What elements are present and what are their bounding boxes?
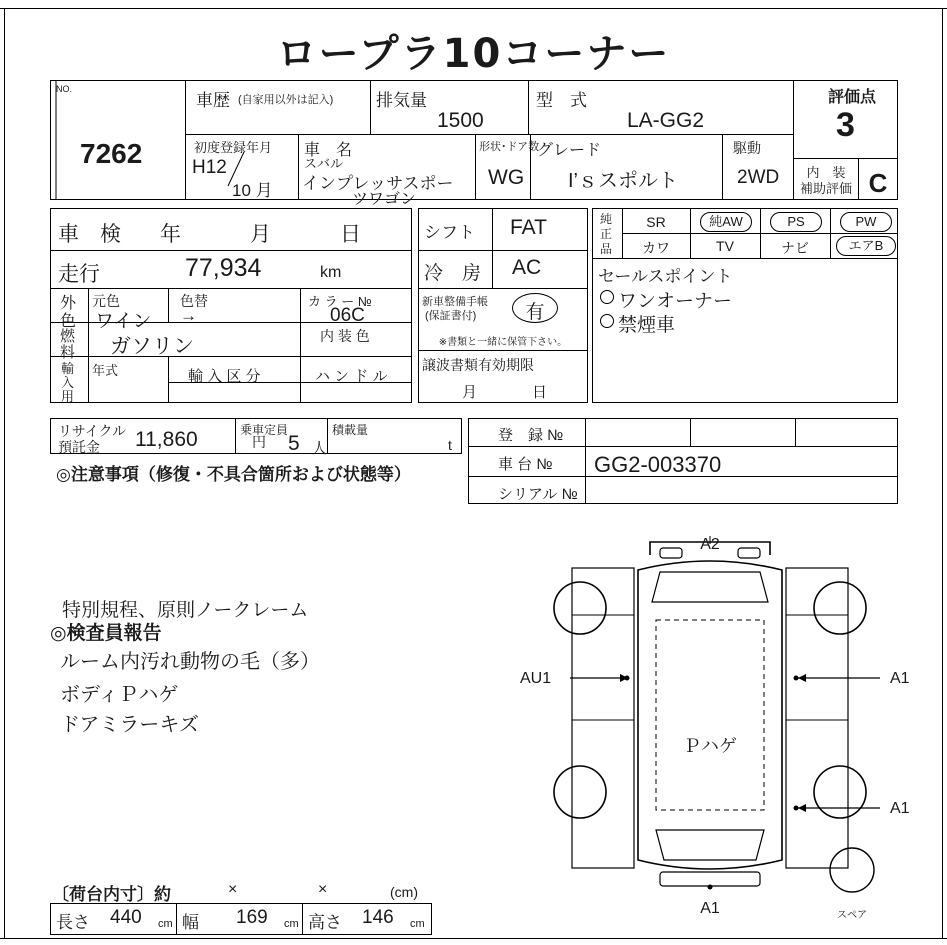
grade-label: グレード	[537, 142, 602, 159]
cargo-length-unit: cm	[158, 918, 173, 930]
import-label-1: 輸	[61, 361, 75, 376]
page-title: ロープラ10コーナー	[276, 31, 671, 77]
body-type-value: WG	[488, 166, 525, 189]
history-note: (自家用以外は記入)	[238, 94, 334, 106]
interior-label-2: 補助評価	[799, 181, 852, 196]
car-name-line1: インプレッサスポー	[302, 174, 454, 193]
sales-point-bullet-2	[600, 314, 614, 328]
equipment-kawa: カワ	[642, 240, 670, 256]
model-label: 型 式	[536, 91, 587, 110]
no-label: NO.	[56, 84, 73, 94]
shaken-month: 月	[250, 223, 271, 246]
cargo-length-value: 440	[110, 907, 142, 928]
mileage-label: 走行	[58, 263, 100, 286]
capacity-unit: 人	[312, 440, 328, 457]
ac-label: 冷 房	[424, 263, 482, 284]
remark-item-1: ルーム内汚れ動物の毛（多）	[60, 651, 320, 673]
interior-label-1: 内 装	[806, 165, 846, 180]
service-book-label-1: 新車整備手帳	[422, 296, 488, 308]
diagram-label-center: Ｐハゲ	[683, 736, 737, 756]
border-left	[4, 8, 5, 938]
sales-point-2: 禁煙車	[618, 315, 676, 336]
shift-label: シフト	[424, 223, 475, 242]
remark-item-2: ボディＰハゲ	[60, 684, 179, 706]
cargo-width-unit: cm	[284, 918, 299, 930]
shaken-day: 日	[340, 223, 361, 246]
fuel-label-2: 料	[60, 344, 76, 361]
first-reg-value: H12	[192, 157, 227, 178]
color-number-label: カ ラ ー №	[308, 294, 372, 309]
remark-line-2: ◎検査員報告	[50, 623, 162, 644]
import-class-label: 輸 入 区 分	[188, 368, 261, 385]
body-type-label: 形状･ドア数	[479, 141, 540, 153]
recycle-label-1: リサイクル	[58, 423, 127, 439]
original-color-label: 元色	[92, 293, 120, 309]
first-reg-slash	[185, 134, 298, 200]
cargo-height-unit: cm	[410, 918, 425, 930]
car-maker: スバル	[304, 156, 344, 171]
remark-line-1: 特別規程、原則ノークレーム	[62, 600, 309, 621]
diagram-label-right-lower: A1	[890, 800, 910, 817]
shaken-label: 車 検	[58, 223, 121, 246]
wave-expiry-month: 月	[462, 384, 478, 401]
sales-point-1: ワンオーナー	[618, 291, 733, 312]
car-damage-diagram	[510, 530, 910, 910]
diagram-label-right-upper: A1	[890, 670, 910, 687]
serial-no-label: シリアル №	[498, 486, 578, 503]
drive-value: 2WD	[737, 167, 780, 188]
chassis-no-value: GG2-003370	[594, 452, 722, 477]
model-value: LA-GG2	[627, 109, 705, 132]
import-label-4: 用	[61, 389, 75, 404]
wave-expiry-label: 譲波書類有効期限	[422, 357, 534, 373]
cargo-unit-label: (cm)	[390, 884, 418, 900]
genuine-label-2: 正	[600, 227, 613, 241]
grade-value: I’ｓスポルト	[568, 170, 678, 192]
color-change-value: →	[180, 306, 197, 325]
recycle-unit: 円	[252, 434, 266, 450]
cargo-length-label: 長さ	[56, 913, 90, 932]
year-label: 年式	[92, 363, 119, 378]
fuel-label-1: 燃	[60, 328, 76, 345]
diagram-label-top: A2	[700, 536, 720, 553]
cargo-height-value: 146	[362, 907, 394, 928]
equipment-pw: PW	[840, 212, 892, 232]
interior-color-label: 内 装 色	[320, 328, 370, 344]
equipment-sr: SR	[646, 214, 666, 230]
no-diagonal	[50, 80, 186, 200]
chassis-no-label: 車 台 №	[498, 456, 553, 473]
drive-label: 駆動	[733, 140, 761, 156]
capacity-label: 乗車定員	[240, 423, 289, 437]
wave-expiry-day: 日	[532, 384, 548, 401]
border-bottom	[0, 938, 947, 939]
exterior-color-label-1: 外	[60, 295, 77, 312]
sales-point-label: セールスポイント	[598, 267, 733, 286]
fuel-value: ガソリン	[110, 335, 194, 358]
recycle-value: 11,860	[135, 428, 198, 451]
sales-point-bullet-1	[600, 290, 614, 304]
rating-value: 3	[836, 106, 855, 144]
capacity-value: 5	[288, 432, 300, 455]
cargo-height-label: 高さ	[308, 913, 342, 932]
load-label: 積載量	[332, 423, 369, 437]
rating-label: 評価点	[828, 89, 877, 106]
original-color-value: ワイン	[95, 311, 152, 332]
displacement-value: 1500	[437, 109, 484, 132]
equipment-navi: ナビ	[781, 240, 809, 256]
genuine-label-1: 純	[600, 212, 613, 226]
cargo-x1: ×	[228, 881, 238, 898]
cargo-x2: ×	[318, 881, 328, 898]
handle-label: ハ ン ド ル	[315, 368, 388, 385]
border-top	[0, 8, 947, 9]
no-value: 7262	[80, 138, 143, 169]
service-book-note: ※書類と一緒に保管下さい。	[438, 337, 568, 348]
color-change-label: 色替	[180, 293, 208, 309]
recycle-label-2: 預託金	[58, 439, 100, 455]
cargo-title: 〔荷台内寸〕約	[52, 885, 171, 904]
mileage-unit: km	[320, 264, 342, 281]
ac-value: AC	[512, 256, 542, 279]
service-book-label-2: (保証書付)	[425, 310, 477, 322]
remark-item-3: ドアミラーキズ	[60, 714, 199, 736]
color-number-value: 06C	[330, 305, 365, 326]
load-unit: t	[448, 437, 452, 453]
exterior-color-label-2: 色	[60, 313, 77, 330]
equipment-airbag: エアB	[836, 236, 896, 256]
equipment-tv: TV	[716, 238, 734, 254]
service-book-value: 有	[525, 302, 545, 323]
mileage-value: 77,934	[185, 254, 262, 282]
displacement-label: 排気量	[376, 91, 427, 110]
interior-value: C	[868, 168, 888, 198]
genuine-label-3: 品	[600, 242, 613, 256]
import-label-2: 入	[61, 375, 75, 390]
cargo-width-label: 幅	[182, 913, 199, 932]
equipment-aw: 純AW	[700, 212, 752, 232]
diagram-label-bottom: A1	[700, 900, 720, 917]
first-reg-month: 10 月	[232, 181, 273, 200]
caution-label: ◎注意事項（修復・不具合箇所および状態等）	[56, 465, 411, 484]
car-name-line2: ツワゴン	[352, 191, 417, 208]
diagram-label-left: AU1	[520, 670, 552, 687]
shift-value: FAT	[510, 216, 547, 239]
equipment-ps: PS	[770, 212, 822, 232]
registration-no-label: 登 録 №	[498, 427, 564, 444]
first-reg-label: 初度登録年月	[194, 140, 273, 155]
border-right	[942, 8, 943, 938]
history-label: 車歴	[196, 91, 230, 110]
shaken-year: 年	[160, 223, 181, 246]
diagram-label-spare: スペア	[837, 910, 867, 921]
car-name-label: 車 名	[304, 142, 353, 159]
cargo-width-value: 169	[236, 907, 268, 928]
